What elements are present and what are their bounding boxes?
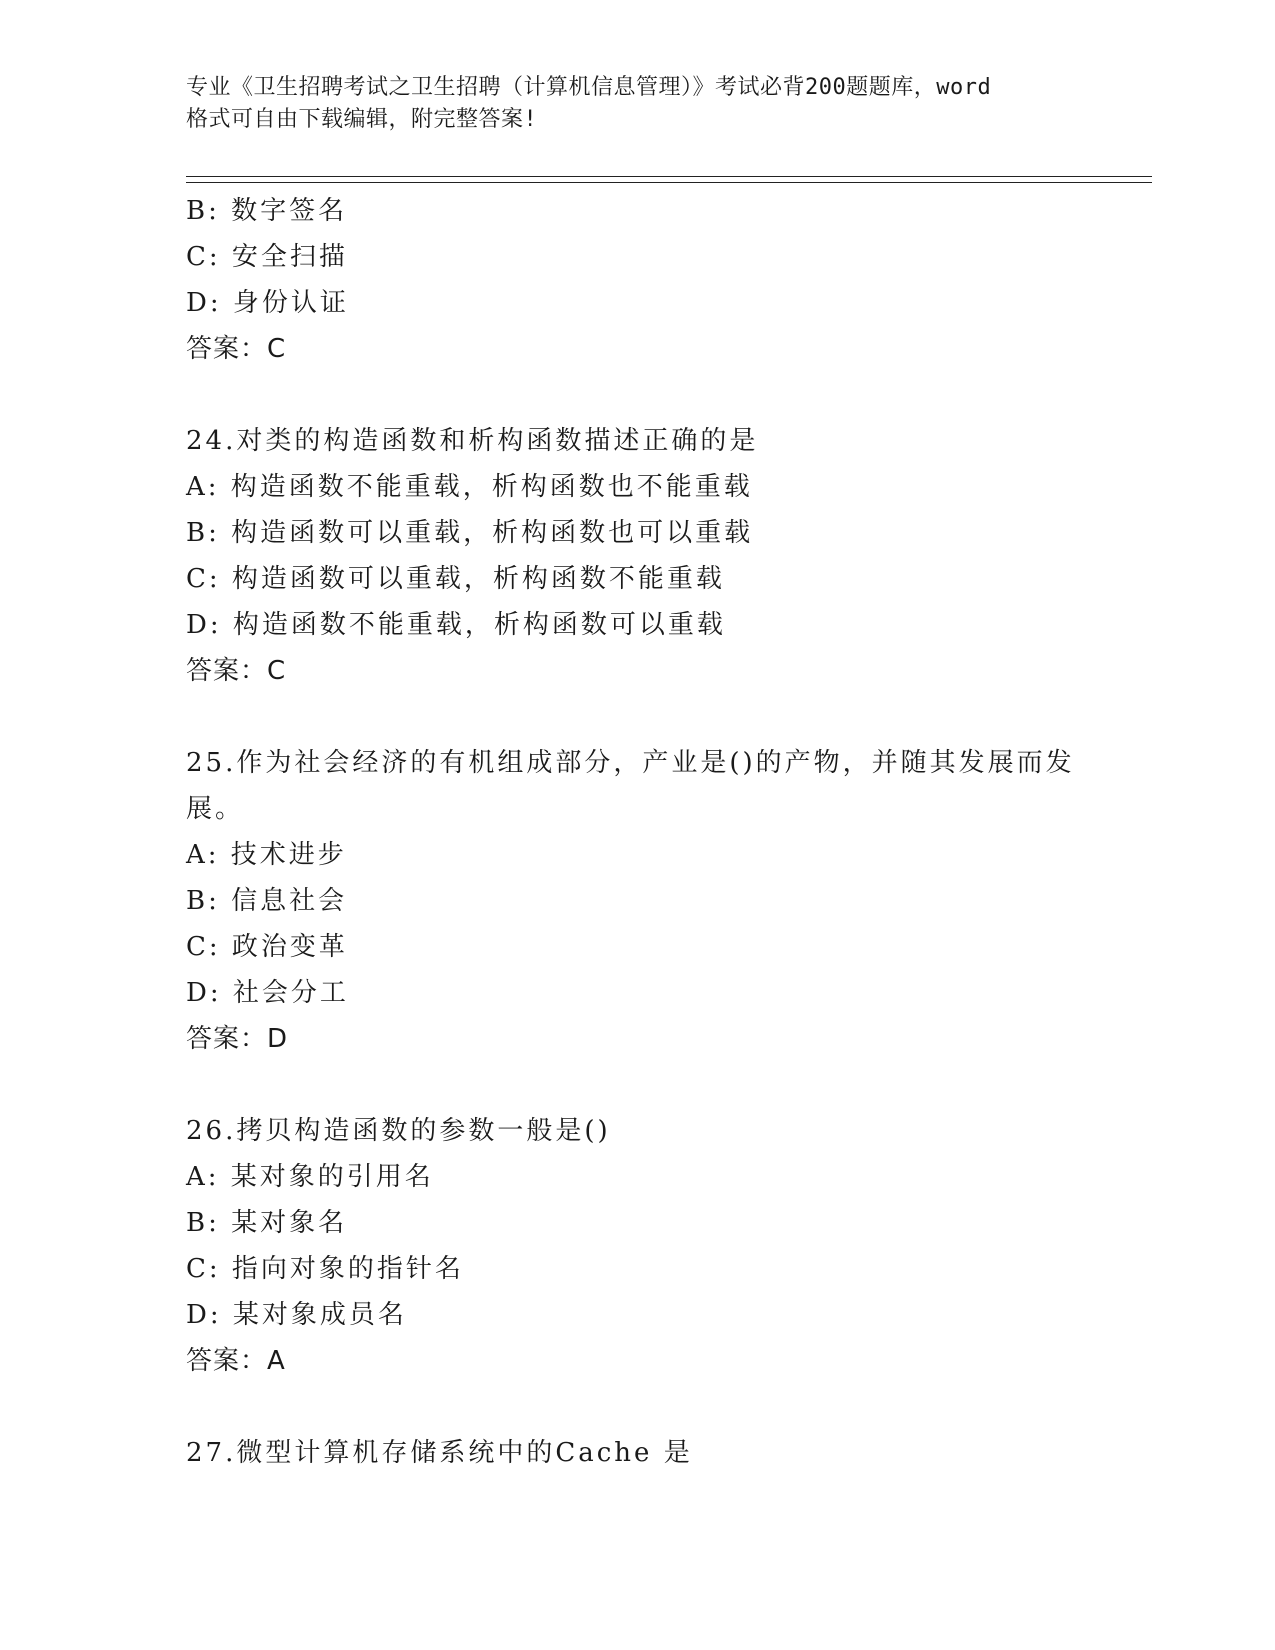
question-25-block: [186, 740, 1086, 1062]
question-26-option-d: D: 某对象成员名: [186, 1300, 407, 1330]
question-25-option-c: C: 政治变革: [186, 932, 348, 962]
spacer: [186, 1384, 1086, 1430]
question-27-text: 27.微型计算机存储系统中的Cache 是: [186, 1438, 693, 1468]
header-line-2: 格式可自由下载编辑，附完整答案!: [186, 107, 538, 132]
question-26-option-b: B: 某对象名: [186, 1208, 348, 1238]
question-23-option-d: D: 身份认证: [186, 288, 349, 318]
question-26-answer: 答案：A: [186, 1346, 286, 1376]
question-26-block: [186, 1108, 1086, 1384]
question-24-text: 24.对类的构造函数和析构函数描述正确的是: [186, 426, 759, 456]
question-23-answer: 答案：C: [186, 334, 287, 364]
question-25-option-b: B: 信息社会: [186, 886, 348, 916]
question-24-option-b: B: 构造函数可以重载，析构函数也可以重载: [186, 518, 754, 548]
question-26-option-a: A: 某对象的引用名: [186, 1162, 434, 1192]
question-24-option-d: D: 构造函数不能重载，析构函数可以重载: [186, 610, 726, 640]
spacer: [186, 372, 1086, 418]
question-24-answer: 答案：C: [186, 656, 287, 686]
question-25-text-line-1: 25.作为社会经济的有机组成部分，产业是()的产物，并随其发展而发: [186, 748, 1075, 778]
question-25-text-line-2: 展。: [186, 794, 245, 824]
question-25-answer: 答案：D: [186, 1024, 289, 1054]
header-divider-top: [186, 176, 1152, 177]
question-24-option-a: A: 构造函数不能重载，析构函数也不能重载: [186, 472, 753, 502]
question-25-option-a: A: 技术进步: [186, 840, 347, 870]
question-27-block: [186, 1430, 1086, 1476]
question-26-option-c: C: 指向对象的指针名: [186, 1254, 464, 1284]
question-list: [186, 188, 1086, 1476]
question-23-option-b: B: 数字签名: [186, 196, 348, 226]
question-25-option-d: D: 社会分工: [186, 978, 349, 1008]
header-divider-bottom: [186, 182, 1152, 183]
spacer: [186, 694, 1086, 740]
question-24-option-c: C: 构造函数可以重载，析构函数不能重载: [186, 564, 725, 594]
document-header: [186, 72, 1086, 136]
header-line-1: 专业《卫生招聘考试之卫生招聘（计算机信息管理）》考试必背200题题库，word: [186, 75, 992, 100]
spacer: [186, 1062, 1086, 1108]
question-26-text: 26.拷贝构造函数的参数一般是(): [186, 1116, 611, 1146]
question-23-option-c: C: 安全扫描: [186, 242, 348, 272]
question-24-block: [186, 418, 1086, 694]
question-23-block: [186, 188, 1086, 372]
